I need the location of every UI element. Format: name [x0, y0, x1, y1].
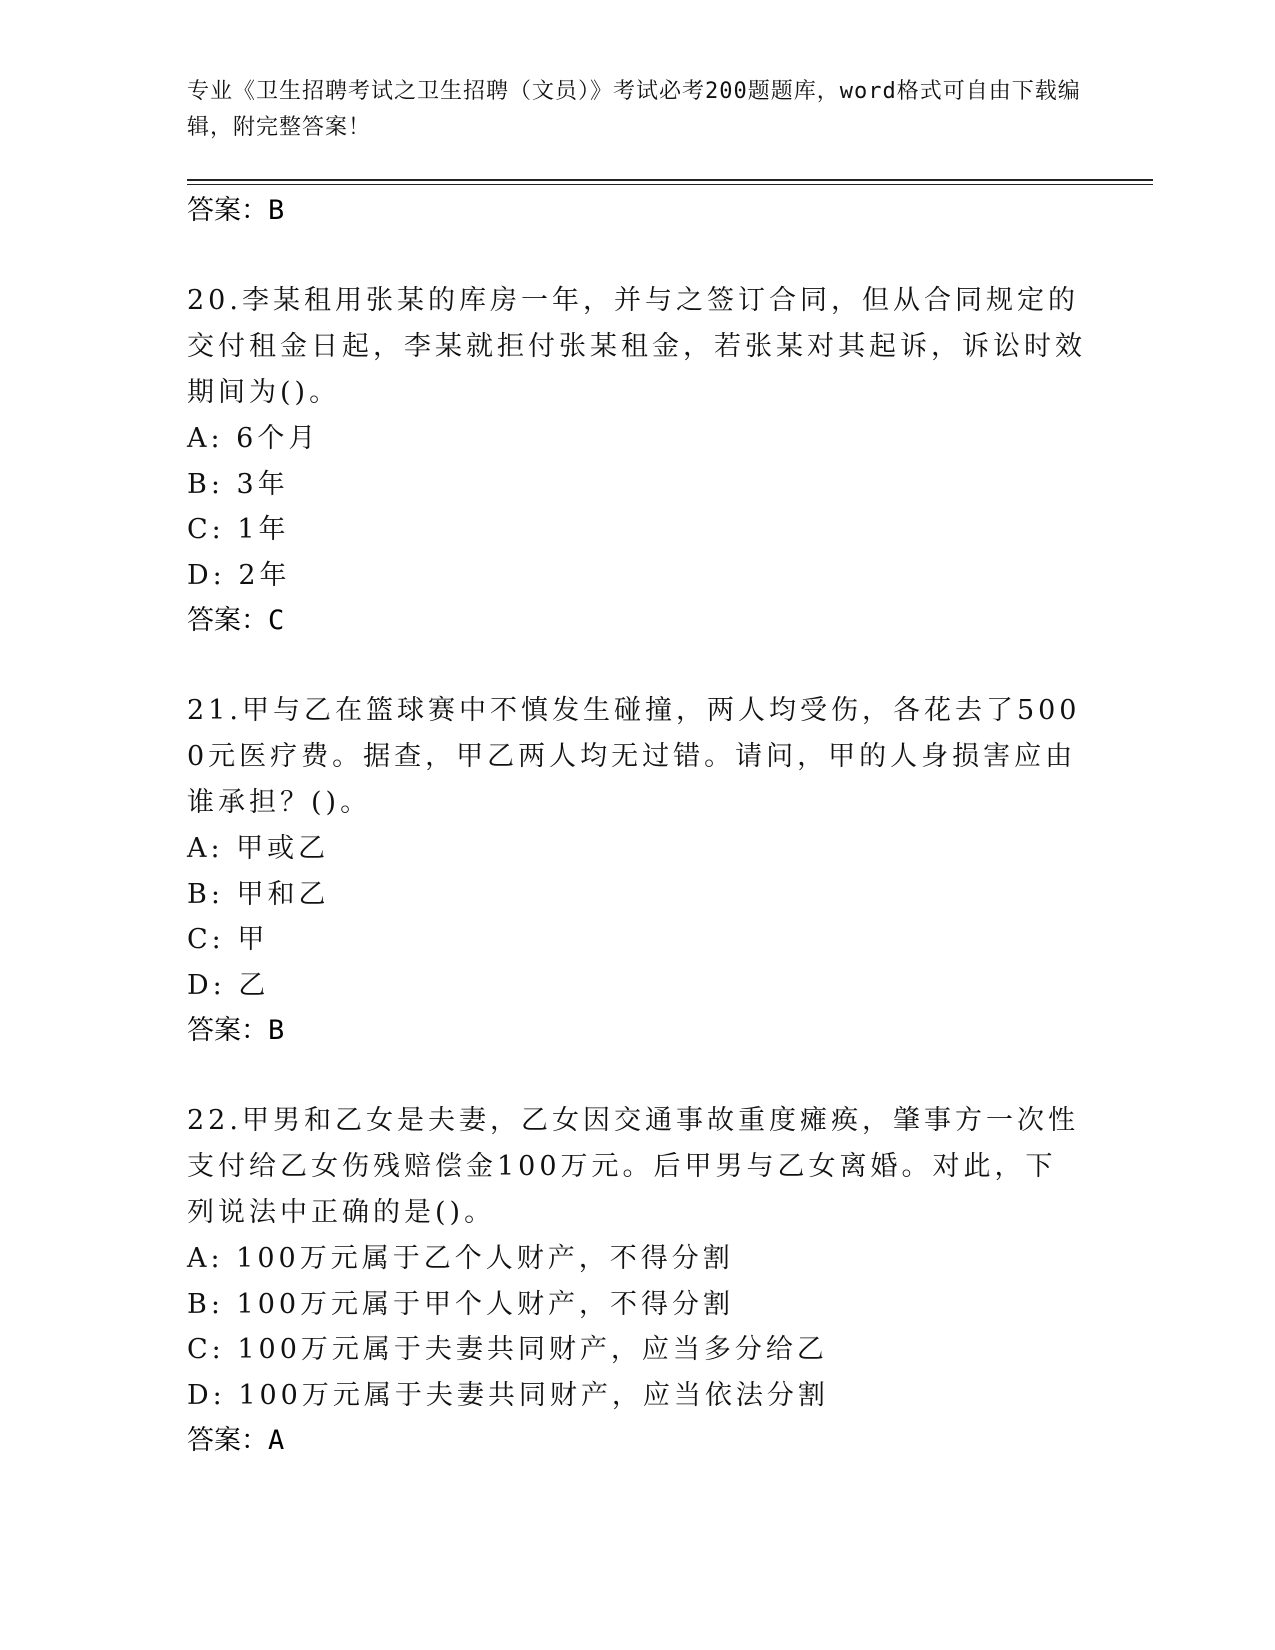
option-a: A: 100万元属于乙个人财产，不得分割: [187, 1243, 734, 1274]
option-c: C: 1年: [187, 514, 290, 545]
question-20: [187, 278, 1087, 644]
option-b: B: 甲和乙: [187, 878, 330, 910]
question-stem: 21.甲与乙在篮球赛中不慎发生碰撞，两人均受伤，各花去了5000元医疗费。据查，甲乙两人均无过错。请问，甲的人身损害应由谁承担？()。: [187, 695, 1081, 818]
question-stem: 20.李某租用张某的库房一年，并与之签订合同，但从合同规定的交付租金日起，李某就拒付张某租金，若张某对其起诉，诉讼时效期间为()。: [187, 285, 1086, 408]
option-a: A: 6个月: [187, 423, 320, 454]
previous-answer: 答案：B: [187, 195, 285, 226]
header-rule-thin: [187, 184, 1153, 185]
document-header: 专业《卫生招聘考试之卫生招聘（文员）》考试必考200题题库，word格式可自由下载编辑，附完整答案！: [187, 79, 1081, 140]
option-d: D: 乙: [187, 969, 270, 1001]
option-b: B: 100万元属于甲个人财产，不得分割: [187, 1288, 735, 1320]
question-21: [187, 688, 1087, 1054]
question-answer: 答案：A: [187, 1425, 285, 1456]
option-c: C: 甲: [187, 924, 269, 955]
option-d: D: 100万元属于夫妻共同财产，应当依法分割: [187, 1379, 829, 1411]
question-answer: 答案：C: [187, 605, 285, 636]
question-22: [187, 1098, 1087, 1464]
option-d: D: 2年: [187, 559, 291, 591]
question-stem: 22.甲男和乙女是夫妻，乙女因交通事故重度瘫痪，肇事方一次性支付给乙女伤残赔偿金100万元。后甲男与乙女离婚。对此，下列说法中正确的是()。: [187, 1105, 1079, 1228]
question-answer: 答案：B: [187, 1015, 285, 1046]
option-a: A: 甲或乙: [187, 833, 330, 864]
option-c: C: 100万元属于夫妻共同财产，应当多分给乙: [187, 1334, 828, 1365]
option-b: B: 3年: [187, 468, 289, 500]
header-rule-thick: [187, 179, 1153, 181]
question-list: [187, 188, 1087, 1464]
